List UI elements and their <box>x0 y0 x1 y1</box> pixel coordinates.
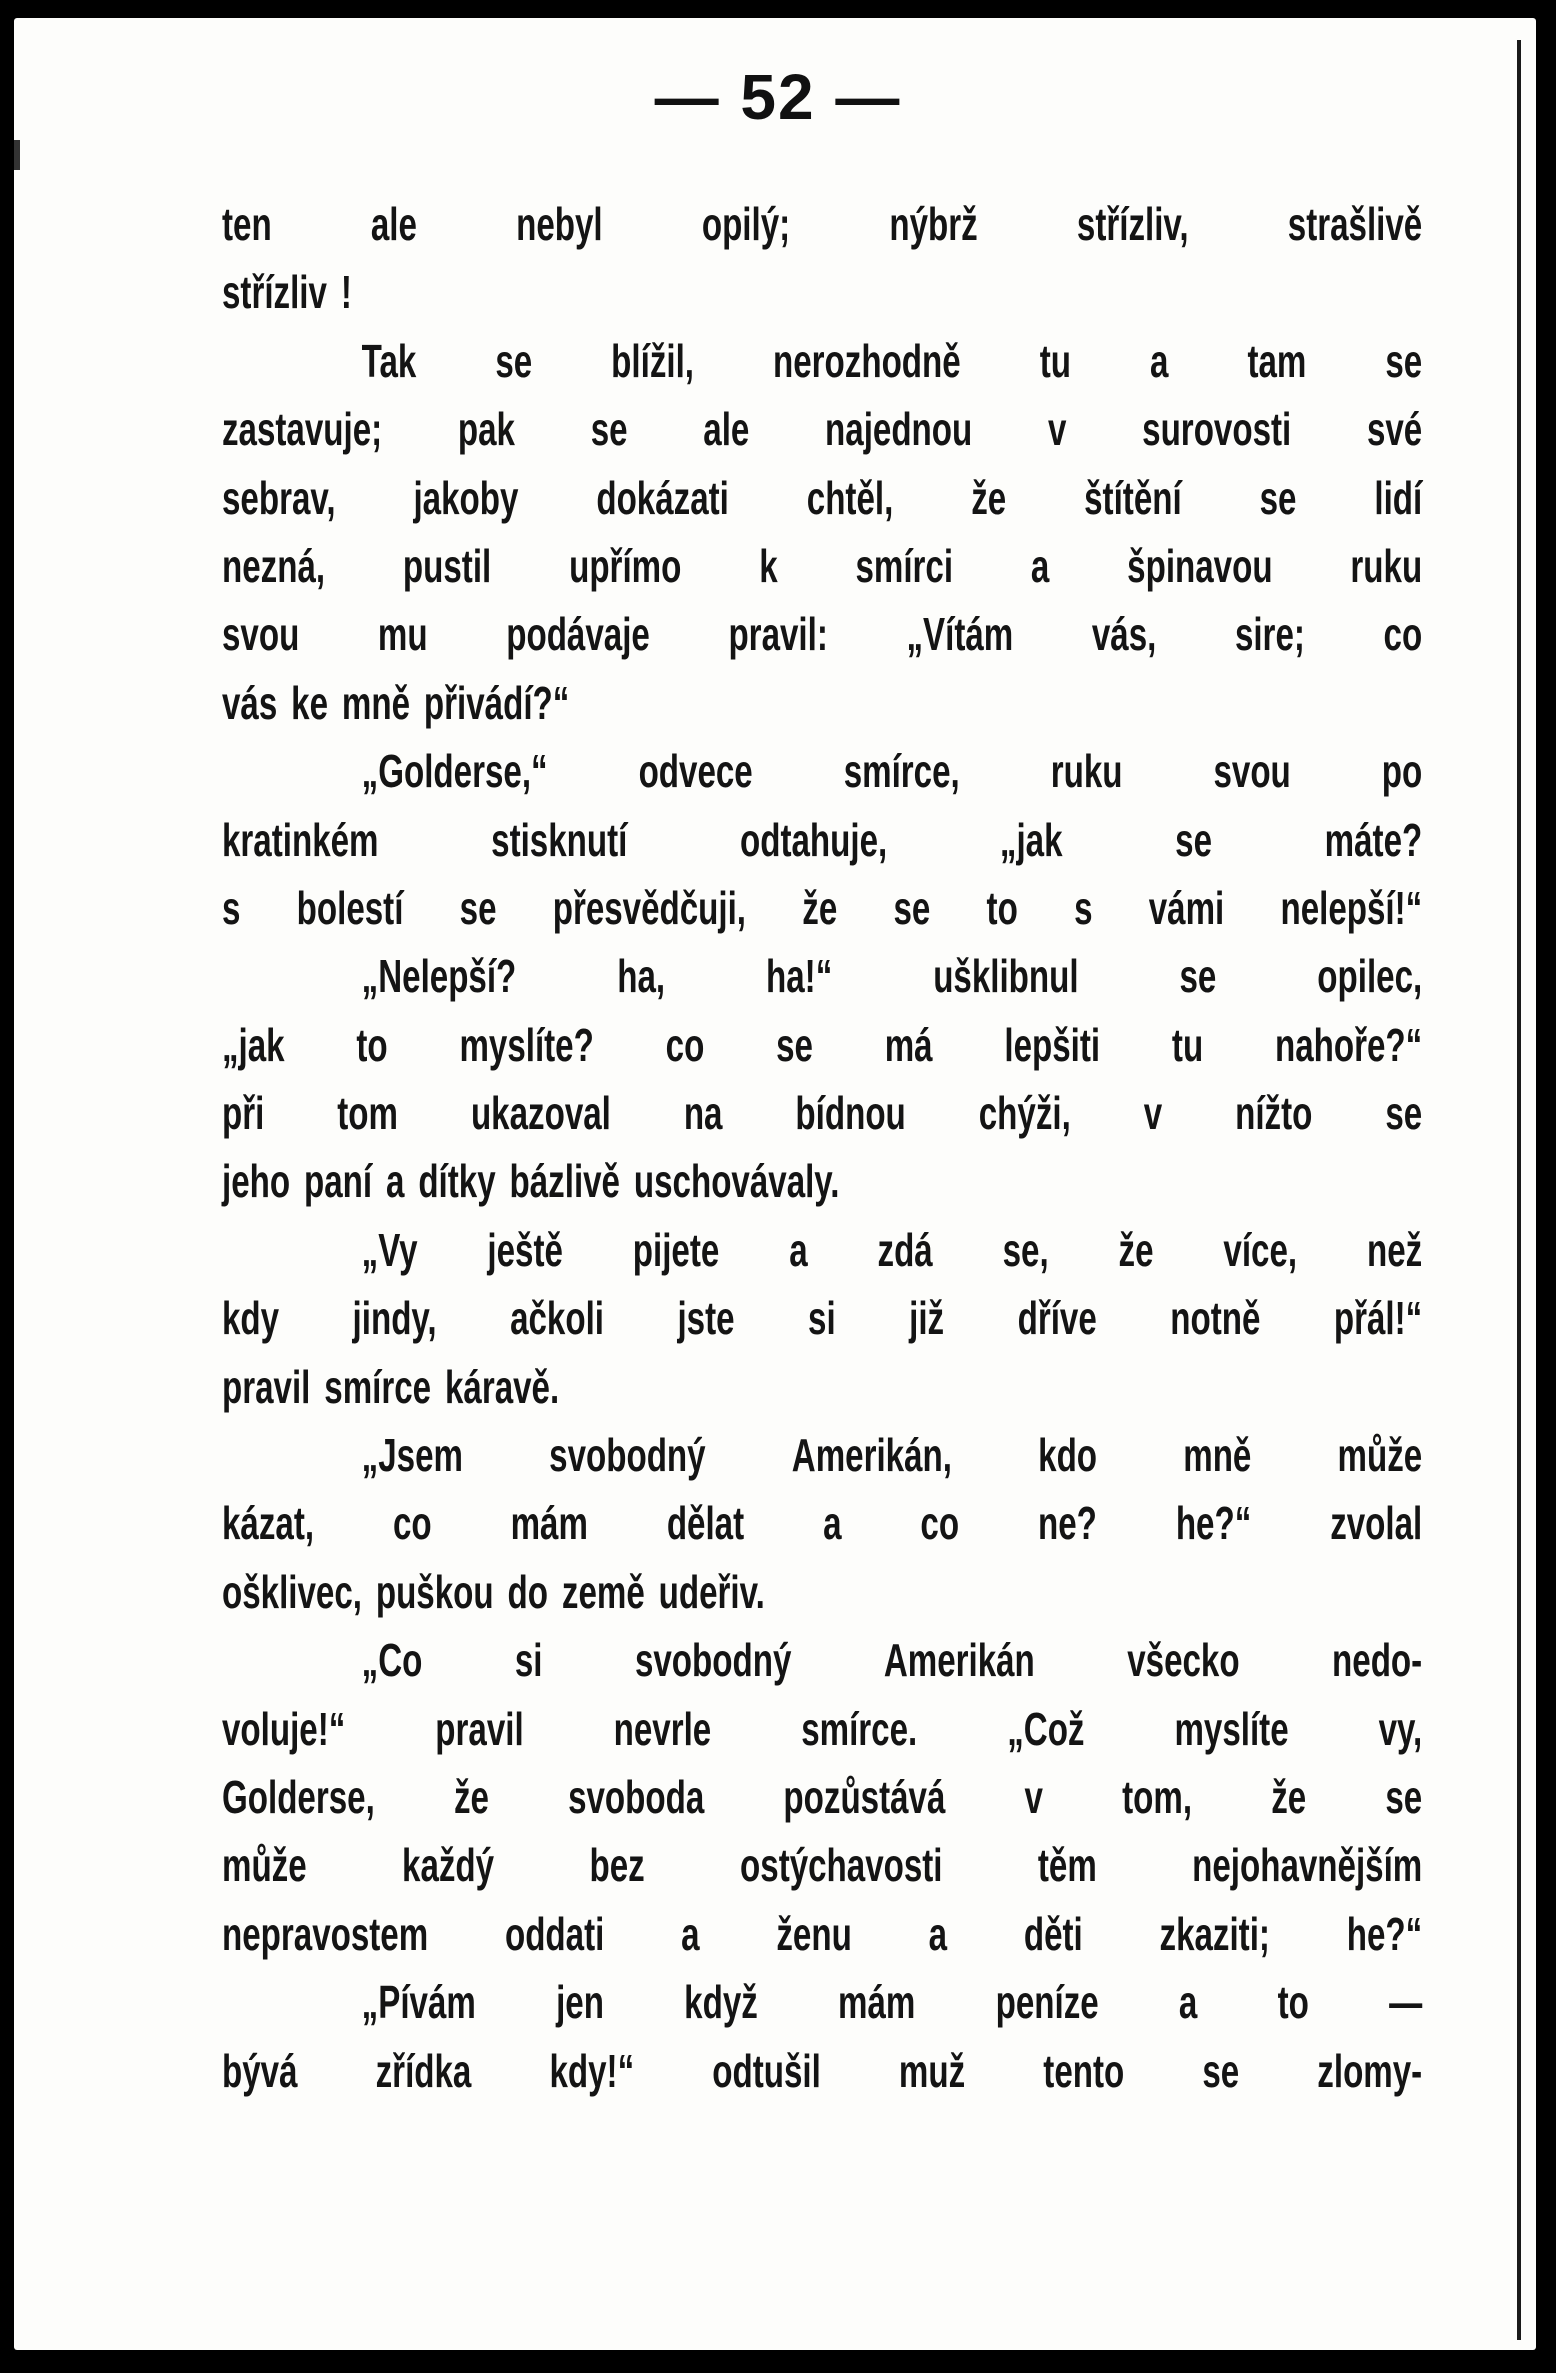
text-line: kázat, co mám dělat a co ne? he?“ zvolal <box>222 1497 1423 1550</box>
text-line: „Nelepší? ha, ha!“ ušklibnul se opilec, <box>361 950 1423 1003</box>
text-line: voluje!“ pravil nevrle smírce. „Což myslíte vy, <box>222 1702 1423 1755</box>
text-line: pravil smírce káravě. <box>222 1360 560 1413</box>
text-line: při tom ukazoval na bídnou chýži, v nížto se <box>222 1087 1423 1140</box>
text-line: svou mu podávaje pravil: „Vítám vás, sire; co <box>222 608 1423 661</box>
text-line: „Pívám jen když mám peníze a to — <box>361 1976 1423 2029</box>
text-line: sebrav, jakoby dokázati chtěl, že štítění se lidí <box>222 471 1423 524</box>
text-line: nezná, pustil upřímo k smírci a špinavou ruku <box>222 539 1423 592</box>
text-line: ten ale nebyl opilý; nýbrž střízliv, strašlivě <box>222 198 1423 250</box>
text-line: může každý bez ostýchavosti těm nejohavnějším <box>222 1839 1423 1892</box>
text-line: nepravostem oddati a ženu a děti zkaziti; he?“ <box>222 1907 1423 1960</box>
text-line: „Golderse,“ odvece smírce, ruku svou po <box>361 745 1423 798</box>
text-line: „Jsem svobodný Amerikán, kdo mně může <box>361 1429 1423 1482</box>
text-line: kratinkém stisknutí odtahuje, „jak se máte? <box>222 813 1423 866</box>
text-line: s bolestí se přesvědčuji, že se to s vámi nelepší!“ <box>222 881 1423 934</box>
text-line: „Co si svobodný Amerikán všecko nedo- <box>361 1634 1423 1687</box>
text-line: kdy jindy, ačkoli jste si již dříve notně přál!“ <box>222 1292 1423 1345</box>
text-line: Golderse, že svoboda pozůstává v tom, že se <box>222 1770 1423 1823</box>
text-line: vás ke mně přivádí?“ <box>222 676 570 729</box>
text-line: Tak se blížil, nerozhodně tu a tam se <box>361 334 1423 387</box>
text-line: zastavuje; pak se ale najednou v surovosti své <box>222 403 1423 456</box>
text-line: jeho paní a dítky bázlivě uschovávaly. <box>222 1155 840 1208</box>
page-number: — 52 — <box>654 61 902 133</box>
binding-edge <box>1517 40 1521 2340</box>
scan-edge-mark <box>14 140 20 170</box>
text-line: „Vy ještě pijete a zdá se, že více, než <box>361 1223 1423 1276</box>
text-line: bývá zřídka kdy!“ odtušil muž tento se zlomy- <box>222 2044 1423 2097</box>
text-line: „jak to myslíte? co se má lepšiti tu nahoře?“ <box>222 1018 1423 1071</box>
text-line: ošklivec, puškou do země udeřiv. <box>222 1565 765 1618</box>
text-line: střízliv ! <box>222 266 352 319</box>
body-text <box>222 190 1423 2105</box>
